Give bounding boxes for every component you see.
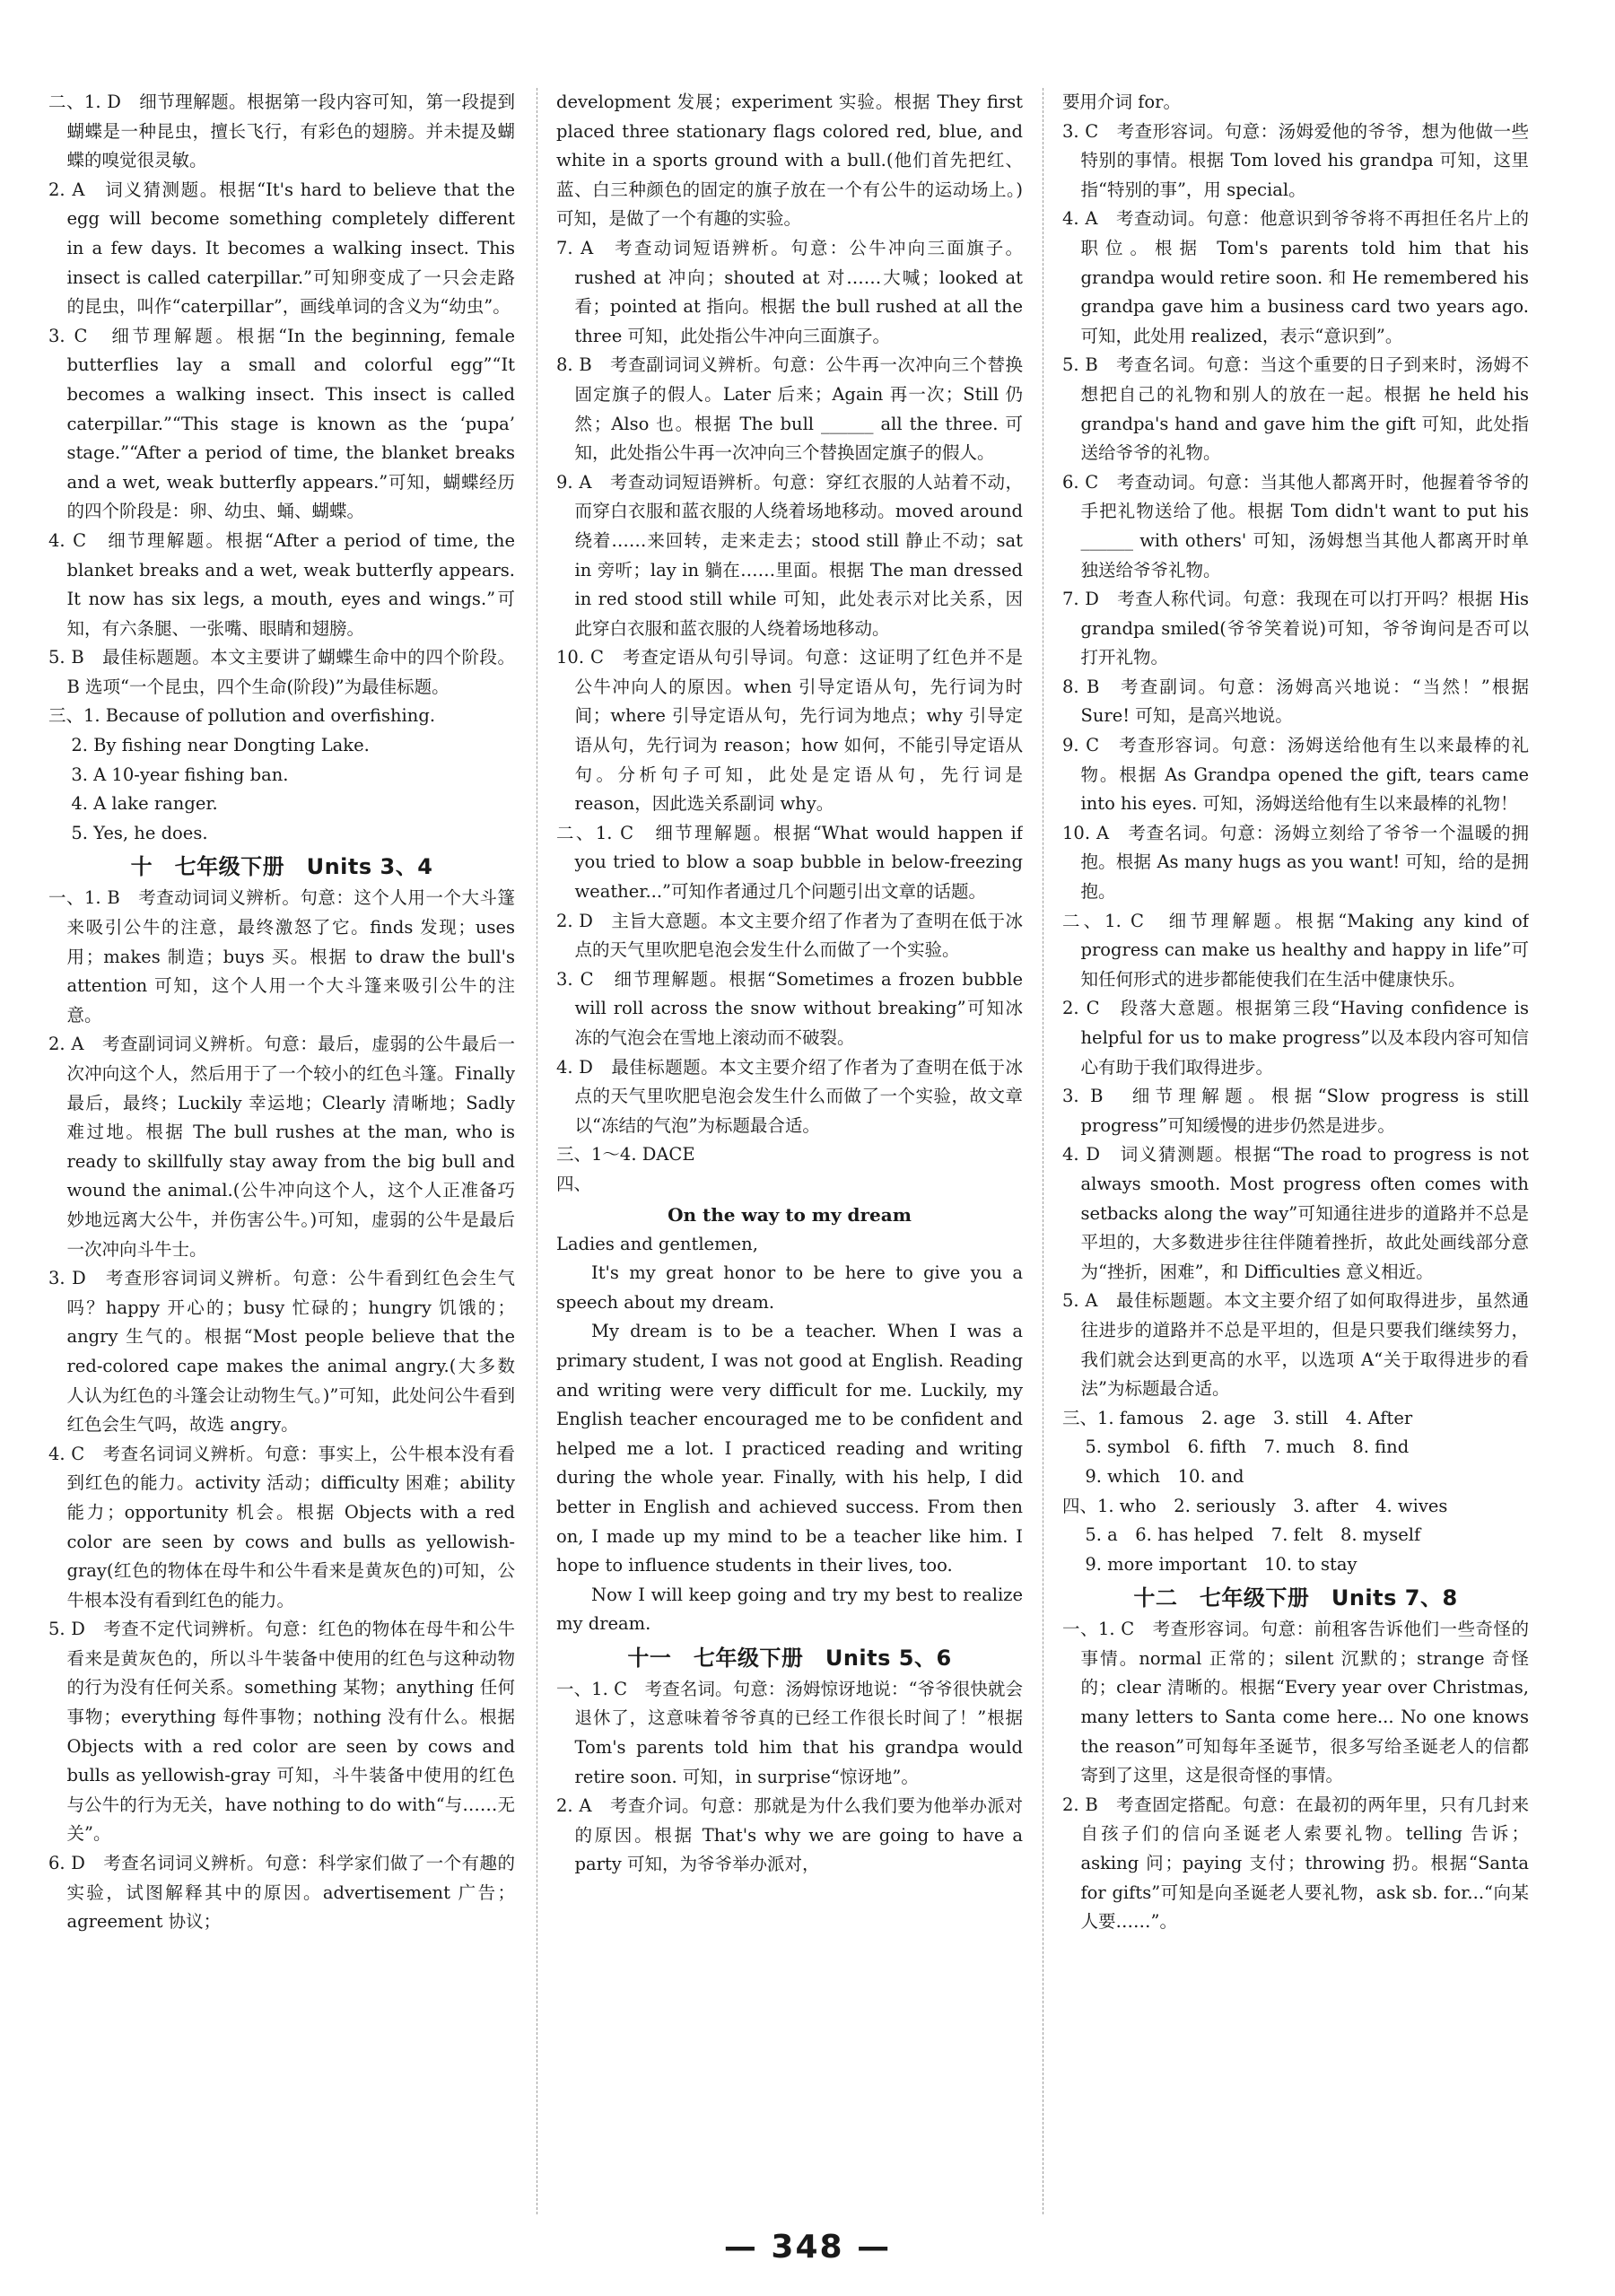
- answer-item: 6. D 考查名词词义辨析。句意：科学家们做了一个有趣的实验，试图解释其中的原因。advertisement 广告；agreement 协议；: [48, 1853, 515, 1933]
- answer-item: 7. A 考查动词短语辨析。句意：公牛冲向三面旗子。rushed at 冲向；shouted at 对……大喊；looked at 看；pointed at 指向。根据 the bull rushed at all the three 可知，此处指公牛冲向三面旗子。: [556, 237, 1023, 346]
- answer-item: 2. A 词义猜测题。根据“It's hard to believe that the egg will become something completely different in a few days. It becomes a walking insect. This insect is called caterpillar.”可知卵变成了一只会走路的昆虫，叫作“caterpillar”，画线单词的含义为“幼虫”。: [48, 179, 515, 318]
- essay-paragraph: My dream is to be a teacher. When I was a primary student, I was not good at English. Reading and writing were very difficult for me. Luckily, my English teacher encouraged me to be confident and helped me a lot. I practiced reading and writing during the whole year. Finally, with his help, I did better in English and achieved success. From then on, I made up my mind to be a teacher like him. I hope to influence students in their lives, too.: [556, 1321, 1023, 1576]
- answer-item: 6. C 考查动词。句意：当其他人都离开时，他握着爷爷的手把礼物送给了他。根据 Tom didn't want to put his ______ with others' 可知，汤姆想当其他人都离开时单独送给爷爷礼物。: [1062, 471, 1529, 581]
- answer-item: 4. D 最佳标题题。本文主要介绍了作者为了查明在低于冰点的天气里吹肥皂泡会发生什么而做了一个实验，故文章以“冻结的气泡”为标题最合适。: [556, 1056, 1023, 1136]
- answer-item: 要用介词 for。: [1062, 92, 1181, 112]
- answer-item: 2. A 考查副词词义辨析。句意：最后，虚弱的公牛最后一次冲向这个人，然后用于了一个较小的红色斗篷。Finally 最后，最终；Luckily 幸运地；Clearly 清晰地；Sadly 难过地。根据 The bull rushes at the man, who is ready to skillfully stay away from the big bull and wound the animal.(公牛冲向这个人，这个人正准备巧妙地远离大公牛，并伤害公牛。)可知，虚弱的公牛是最后一次冲向斗牛士。: [48, 1034, 515, 1260]
- answer-subline: 9. which 10. and: [1085, 1465, 1244, 1487]
- answer-item: 10. C 考查定语从句引导词。句意：这证明了红色并不是公牛冲向人的原因。when 引导定语从句，先行词为时间；where 引导定语从句，先行词为地点；why 引导定语从句，先行词为 reason；how 如何，不能引导定语从句。分析句子可知，此处是定语从句，先行词是 reason，因此选关系副词 why。: [556, 647, 1023, 815]
- answer-item: 四、: [556, 1173, 592, 1194]
- answer-item: 3. C 细节理解题。根据“In the beginning, female butterflies lay a small and colorful egg”“It becomes a walking insect. This insect is called caterpillar.”“This stage is known as the ‘pupa’ stage.”“After a period of time, the blanket breaks and a wet, weak butterfly appears.”可知，蝴蝶经历的四个阶段是：卵、幼虫、蛹、蝴蝶。: [48, 325, 515, 522]
- answer-subline: 5. a 6. has helped 7. felt 8. myself: [1085, 1524, 1421, 1546]
- answer-item: development 发展；experiment 实验。根据 They first placed three stationary flags colored red, blue, and white in a sports ground with a bull.(他们首先把红、蓝、白三种颜色的固定的旗子放在一个有公牛的运动场上。)可知，是做了一个有趣的实验。: [556, 92, 1023, 230]
- answer-item: 9. A 考查动词短语辨析。句意：穿红衣服的人站着不动，而穿白衣服和蓝衣服的人绕着场地移动。moved around 绕着……来回转，走来走去；stood still 静止不动；sat in 旁听；lay in 躺在……里面。根据 The man dressed in red stood still while 可知，此处表示对比关系，因此穿白衣服和蓝衣服的人绕着场地移动。: [556, 471, 1023, 639]
- answer-item: 四、1. who 2. seriously 3. after 4. wives: [1062, 1495, 1448, 1516]
- answer-subline: 4. A lake ranger.: [71, 793, 218, 815]
- essay-paragraph: It's my great honor to be here to give you a speech about my dream.: [556, 1262, 1023, 1313]
- answer-item: 2. D 主旨大意题。本文主要介绍了作者为了查明在低于冰点的天气里吹肥皂泡会发生什么而做了一个实验。: [556, 910, 1023, 961]
- answer-item: 4. C 细节理解题。根据“After a period of time, the blanket breaks and a wet, weak butterfly appears. It now has six legs, a mouth, eyes and wings.”可知，有六条腿、一张嘴、眼睛和翅膀。: [48, 529, 515, 639]
- answer-item: 9. C 考查形容词。句意：汤姆送给他有生以来最棒的礼物。根据 As Grandpa opened the gift, tears came into his eyes. 可知，汤姆送给他有生以来最棒的礼物！: [1062, 735, 1529, 815]
- column-right: [1062, 88, 1529, 2223]
- page-number: — 348 —: [723, 2229, 892, 2265]
- answer-item: 2. A 考查介词。句意：那就是为什么我们要为他举办派对的原因。根据 That's why we are going to have a party 可知，为爷爷举办派对，: [556, 1795, 1023, 1875]
- column-left: [48, 88, 515, 2223]
- answer-item: 二、1. D 细节理解题。根据第一段内容可知，第一段提到蝴蝶是一种昆虫，擅长飞行，有彩色的翅膀。并未提及蝴蝶的嗅觉很灵敏。: [48, 92, 515, 171]
- answer-item: 一、1. C 考查形容词。句意：前租客告诉他们一些奇怪的事情。normal 正常的；silent 沉默的；strange 奇怪的；clear 清晰的。根据“Every year over Christmas, many letters to Santa come here... No one knows the reason”可知每年圣诞节，很多写给圣诞老人的信都寄到了这里，这是很奇怪的事情。: [1062, 1619, 1529, 1786]
- answer-subline: 5. symbol 6. fifth 7. much 8. find: [1085, 1436, 1410, 1458]
- answer-item: 5. B 考查名词。句意：当这个重要的日子到来时，汤姆不想把自己的礼物和别人的放在一起。根据 he held his grandpa's hand and gave him the gift 可知，此处指送给爷爷的礼物。: [1062, 354, 1529, 464]
- answer-item: 3. C 考查形容词。句意：汤姆爱他的爷爷，想为他做一些特别的事情。根据 Tom loved his grandpa 可知，这里指“特别的事”，用 special。: [1062, 120, 1529, 200]
- answer-item: 三、1. Because of pollution and overfishing.: [48, 705, 436, 727]
- answer-item: 二、1. C 细节理解题。根据“Making any kind of progress can make us healthy and happy in life”可知任何形式的进步都能使我们在生活中健康快乐。: [1062, 910, 1529, 990]
- answer-item: 4. D 词义猜测题。根据“The road to progress is not always smooth. Most progress often comes with setbacks along the way”可知通往进步的道路并不总是平坦的，大多数进步往往伴随着挫折，故此处画线部分意为“挫折，困难”，和 Difficulties 意义相近。: [1062, 1144, 1529, 1282]
- answer-subline: 3. A 10-year fishing ban.: [71, 764, 289, 785]
- section-heading: 十 七年级下册 Units 3、4: [130, 854, 433, 880]
- answer-item: 10. A 考查名词。句意：汤姆立刻给了爷爷一个温暖的拥抱。根据 As many hugs as you want! 可知，给的是拥抱。: [1062, 822, 1529, 903]
- answer-subline: 5. Yes, he does.: [71, 822, 208, 843]
- answer-item: 8. B 考查副词。句意：汤姆高兴地说：“当然！”根据 Sure! 可知，是高兴地说。: [1062, 676, 1529, 727]
- answer-item: 4. C 考查名词词义辨析。句意：事实上，公牛根本没有看到红色的能力。activity 活动；difficulty 困难；ability 能力；opportunity 机会。根据 Objects with a red color are seen by cows and bulls as yellowish- gray(红色的物体在母牛和公牛看来是黄灰色的)可知，公牛根本没有看到红色的能力。: [48, 1443, 515, 1611]
- answer-item: 7. D 考查人称代词。句意：我现在可以打开吗？根据 His grandpa smiled(爷爷笑着说)可知，爷爷询问是否可以打开礼物。: [1062, 589, 1529, 668]
- answer-item: 二、1. C 细节理解题。根据“What would happen if you tried to blow a soap bubble in below-freezing weather...”可知作者通过几个问题引出文章的话题。: [556, 822, 1023, 903]
- answer-subline: 2. By fishing near Dongting Lake.: [71, 735, 370, 756]
- column-middle: [556, 88, 1023, 2223]
- answer-item: 三、1～4. DACE: [556, 1144, 695, 1165]
- answer-item: 3. C 细节理解题。根据“Sometimes a frozen bubble will roll across the snow without breaking”可知冰冻的气泡会在雪地上滚动而不破裂。: [556, 968, 1023, 1048]
- answer-item: 3. D 考查形容词词义辨析。句意：公牛看到红色会生气吗？happy 开心的；busy 忙碌的；hungry 饥饿的；angry 生气的。根据“Most people believe that the red-colored cape makes the animal angry.(大多数人认为红色的斗篷会让动物生气。)”可知，此处问公牛看到红色会生气吗，故选 angry。: [48, 1268, 515, 1436]
- answer-item: 5. D 考查不定代词辨析。句意：红色的物体在母牛和公牛看来是黄灰色的，所以斗牛装备中使用的红色与这种动物的行为没有任何关系。something 某物；anything 任何事物；everything 每件事物；nothing 没有什么。根据 Objects with a red color are seen by cows and bulls as yellowish-gray 可知，斗牛装备中使用的红色与公牛的行为无关，have nothing to do with“与……无关”。: [48, 1619, 515, 1845]
- answer-item: 5. A 最佳标题题。本文主要介绍了如何取得进步，虽然通往进步的道路并不总是平坦的，但是只要我们继续努力，我们就会达到更高的水平，以选项 A“关于取得进步的看法”为标题最合适。: [1062, 1290, 1529, 1400]
- answer-item: 5. B 最佳标题题。本文主要讲了蝴蝶生命中的四个阶段。B 选项“一个昆虫，四个生命(阶段)”为最佳标题。: [48, 647, 515, 697]
- section-heading: 十一 七年级下册 Units 5、6: [627, 1645, 952, 1671]
- answer-item: 一、1. C 考查名词。句意：汤姆惊讶地说：“爷爷很快就会退休了，这意味着爷爷真的已经工作很长时间了！”根据 Tom's parents told him that his grandpa would retire soon. 可知，in surprise“惊讶地”。: [556, 1678, 1023, 1787]
- answer-item: 8. B 考查副词词义辨析。句意：公牛再一次冲向三个替换固定旗子的假人。Later 后来；Again 再一次；Still 仍然；Also 也。根据 The bull ______ all the three. 可知，此处指公牛再一次冲向三个替换固定旗子的假人。: [556, 354, 1023, 464]
- answer-item: 2. C 段落大意题。根据第三段“Having confidence is helpful for us to make progress”以及本段内容可知信心有助于我们取得进步。: [1062, 998, 1529, 1078]
- answer-item: 4. A 考查动词。句意：他意识到爷爷将不再担任名片上的职位。根据 Tom's parents told him that his grandpa would retire soon. 和 He remembered his grandpa gave him a business card two years ago. 可知，此处用 realized，表示“意识到”。: [1062, 208, 1529, 346]
- essay-title: On the way to my dream: [668, 1203, 912, 1226]
- essay-paragraph: Now I will keep going and try my best to realize my dream.: [556, 1584, 1023, 1635]
- answer-item: 3. B 细节理解题。根据“Slow progress is still progress”可知缓慢的进步仍然是进步。: [1062, 1086, 1529, 1136]
- answer-item: 一、1. B 考查动词词义辨析。句意：这个人用一个大斗篷来吸引公牛的注意，最终激怒了它。finds 发现；uses 用；makes 制造；buys 买。根据 to draw the bull's attention 可知，这个人用一个大斗篷来吸引公牛的注意。: [48, 887, 515, 1026]
- answer-item: Ladies and gentlemen,: [556, 1233, 758, 1254]
- answer-subline: 9. more important 10. to stay: [1085, 1553, 1357, 1575]
- answer-item: 2. B 考查固定搭配。句意：在最初的两年里，只有几封来自孩子们的信向圣诞老人索要礼物。telling 告诉；asking 问；paying 支付；throwing 扔。根据“Santa for gifts”可知是向圣诞老人要礼物，ask sb. for...“向某人要……”。: [1062, 1794, 1529, 1933]
- answer-item: 三、1. famous 2. age 3. still 4. After: [1062, 1407, 1413, 1428]
- section-heading: 十二 七年级下册 Units 7、8: [1133, 1585, 1458, 1611]
